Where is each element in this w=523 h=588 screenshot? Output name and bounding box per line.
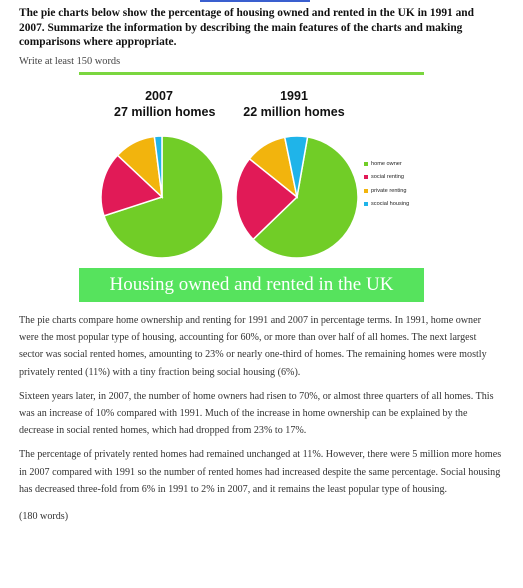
essay-body (19, 312, 502, 525)
task-prompt: The pie charts below show the percentage of housing owned and rented in the UK in 1991 and 2007. Summarize the information by describing the main features of the charts and making comparisons where appropriate. (19, 7, 474, 48)
legend-item-private-renting (364, 184, 409, 198)
top-link-underline (200, 0, 310, 2)
essay-paragraph-2: Sixteen years later, in 2007, the number of home owners had risen to 70%, or almost three quarters of all homes. This was an increase of 10% compared with 1991. Much of the increase in home ownership can be explained by the decrease in social rented homes, which had dropped from 23% to 17%. (19, 390, 494, 437)
chart-figure (79, 72, 424, 305)
chart-legend (364, 157, 409, 211)
legend-swatch (364, 175, 368, 179)
legend-swatch (364, 202, 368, 206)
chart-banner-title: Housing owned and rented in the UK (79, 268, 424, 302)
legend-label: social renting (371, 174, 404, 181)
word-count: (180 words) (19, 511, 69, 523)
legend-label: home owner (371, 160, 402, 167)
pie-1991-subtitle: 22 million homes (243, 105, 345, 119)
legend-item-social-renting (364, 171, 409, 185)
pie-2007-title: 2007 (145, 89, 173, 103)
legend-item-social-housing (364, 198, 409, 212)
legend-swatch (364, 189, 368, 193)
legend-swatch (364, 162, 368, 166)
essay-paragraph-3: The percentage of privately rented homes had remained unchanged at 11%. However, there were 5 million more homes in 2007 compared with 1991 so the number of rented homes had increased despite the same percentage. Social housing has decreased three-fold from 6% in 1991 to 2% in 2007, and it remains the least popular type of housing. (19, 449, 502, 495)
legend-label: scocial housing (371, 201, 410, 208)
pie-2007-subtitle: 27 million homes (114, 105, 216, 119)
legend-item-home-owner (364, 157, 409, 171)
word-requirement: Write at least 150 words (19, 56, 121, 67)
legend-label: private renting (371, 187, 407, 194)
essay-paragraph-1: The pie charts compare home ownership and renting for 1991 and 2007 in percentage terms. In 1991, home owner were the most popular type of housing, accounting for 60%, or more than over half of all homes. The next largest sector was social rented homes, amounting to 23% or nearly one-third of homes. The remaining homes were mostly privately rented (11%) with a tiny fraction being social housing (6%). (19, 315, 487, 378)
pie-1991-title: 1991 (280, 89, 308, 103)
